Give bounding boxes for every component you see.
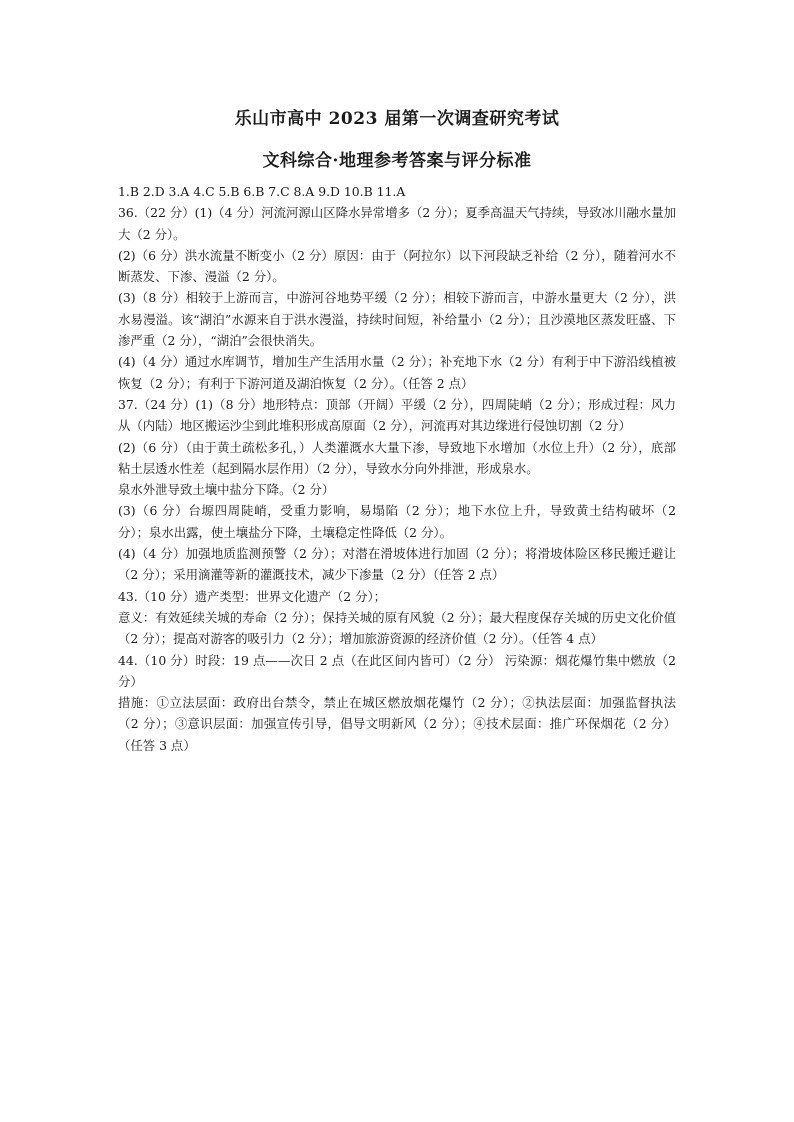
q37-part3: (3)（6 分）台塬四周陡峭，受重力影响，易塌陷（2 分）；地下水位上升，导致黄土结构破坏（2 分）；泉水出露，使土壤盐分下降，土壤稳定性降低（2 分）。 [118,503,676,540]
q43-type: 43.（10 分）遗产类型：世界文化遗产（2 分）； [118,588,387,604]
q36-part2: (2)（6 分）洪水流量不断变小（2 分）原因：由于（阿拉尔）以下河段缺乏补给（2 分），随着河水不断蒸发、下渗、漫溢（2 分）。 [118,247,676,285]
q37-part1: 37.（24 分）(1)（8 分）地形特点：顶部（开阔）平缓（2 分），四周陡峭（2 分）；形成过程：风力从（内陆）地区搬运沙尘到此堆积形成高原面（2 分），河流再对其边缘进行侵蚀切割（2 分） [118,396,676,434]
q37-part4: (4)（4 分）加强地质监测预警（2 分）；对潜在滑坡体进行加固（2 分）；将滑坡体险区移民搬迁避让（2 分）；采用滴灌等新的灌溉技术，减少下渗量（2 分）（任答 2 点） [118,546,676,583]
q44-measures: 措施：①立法层面：政府出台禁令，禁止在城区燃放烟花爆竹（2 分）；②执法层面：加强监督执法（2 分）；③意识层面：加强宣传引导，倡导文明新风（2 分）；④技术层面：推广环保烟花（2 分）（任答 3 点） [118,695,676,753]
choice-answers: 1.B 2.D 3.A 4.C 5.B 6.B 7.C 8.A 9.D 10.B 11.A [118,184,406,199]
page-title: 乐山市高中 2023 届第一次调查研究考试 [234,109,560,129]
q44-period: 44.（10 分）时段：19 点——次日 2 点（在此区间内皆可）（2 分） 污染源：烟花爆竹集中燃放（2 分） [118,652,676,689]
answer-content [118,181,676,756]
q36-part3: (3)（8 分）相较于上游而言，中游河谷地势平缓（2 分）；相较下游而言，中游水量更大（2 分），洪水易漫溢。该“湖泊”水源来自于洪水漫溢，持续时间短，补给量小（2 分）；且沙漠地区蒸发旺盛、下渗严重（2 分），“湖泊”会很快消失。 [118,290,676,349]
q43-significance: 意义：有效延续关城的寿命（2 分）；保持关城的原有风貌（2 分）；最大程度保存关城的历史文化价值（2 分）；提高对游客的吸引力（2 分）；增加旅游资源的经济价值（2 分）。（任答 4 点） [118,609,676,647]
q36-part4: (4)（4 分）通过水库调节，增加生产生活用水量（2 分）；补充地下水（2 分）有利于中下游沿线植被恢复（2 分）；有利于下游河道及湖泊恢复（2 分）。（任答 2 点） [118,354,676,391]
q36-part1: 36.（22 分）(1)（4 分）河流河源山区降水异常增多（2 分）；夏季高温天气持续，导致冰川融水量加大（2 分）。 [118,205,676,242]
q37-part2-continued: 泉水外泄导致土壤中盐分下降。（2 分） [118,482,335,498]
q37-part2: (2)（6 分）（由于黄土疏松多孔，）人类灌溉水大量下渗，导致地下水增加（水位上升）（2 分），底部粘土层透水性差（起到隔水层作用）（2 分），导致水分向外排泄，形成泉水。 [118,439,676,476]
page-subtitle: 文科综合·地理参考答案与评分标准 [262,151,532,171]
